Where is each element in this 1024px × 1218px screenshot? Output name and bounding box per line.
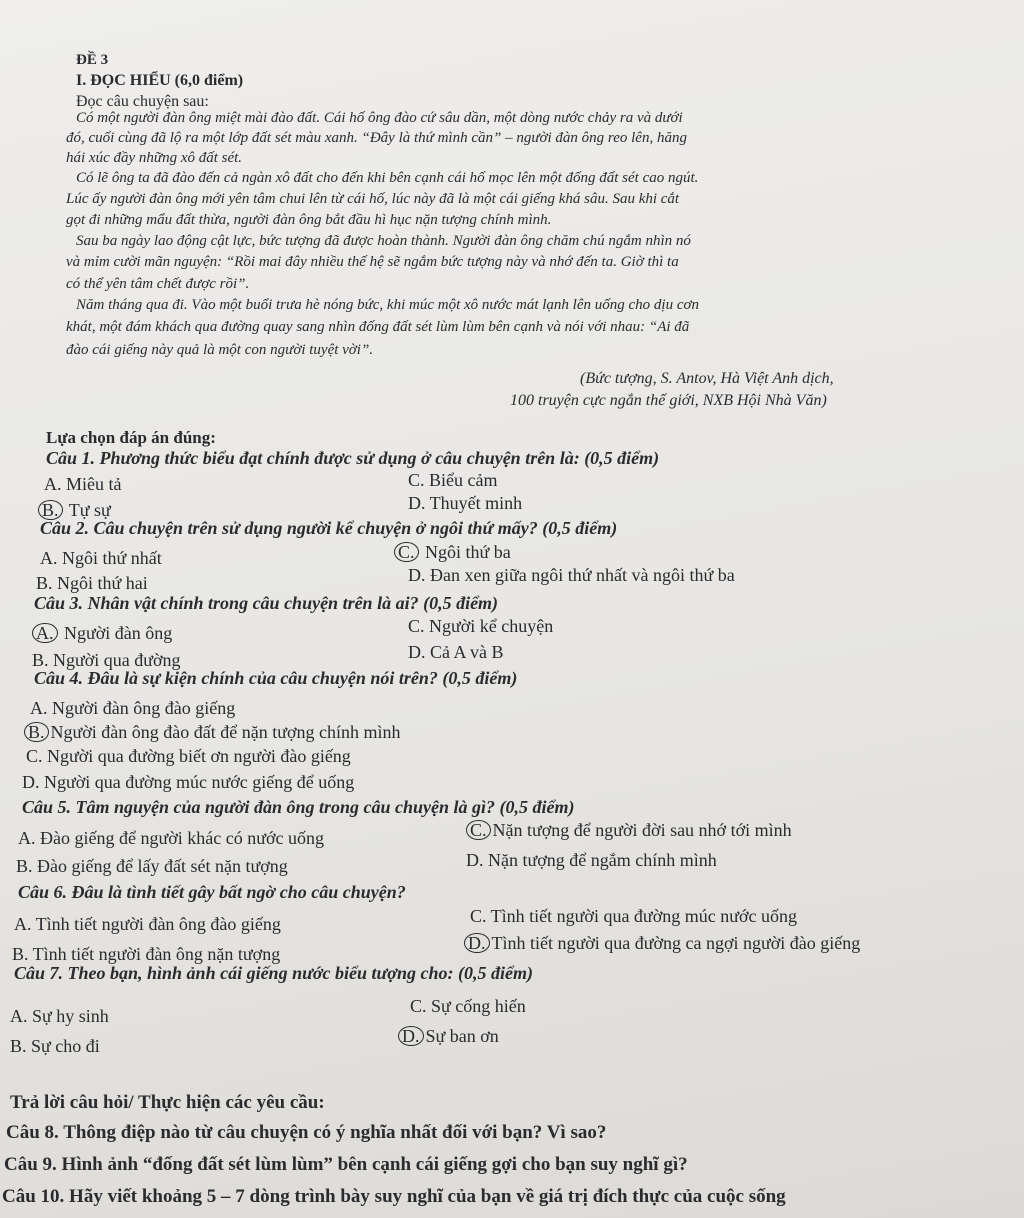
q4-option-d: D. Người qua đường múc nước giếng để uống — [22, 772, 355, 792]
selected-answer-circle: D. — [464, 933, 490, 953]
section-title: I. ĐỌC HIỂU (6,0 điểm) — [76, 72, 244, 89]
q4-option-c: C. Người qua đường biết ơn người đào giếng — [26, 746, 351, 766]
selected-answer-circle: B. — [24, 722, 49, 742]
story-line: đào cái giếng này quả là một con người tuyệt vời”. — [66, 342, 374, 358]
story-line: và mỉm cười mãn nguyện: “Rồi mai đây nhiều thế hệ sẽ ngắm bức tượng này và nhớ đến ta. Giờ thì ta — [66, 254, 679, 270]
q2-option-a: A. Ngôi thứ nhất — [40, 548, 162, 568]
question-1: Câu 1. Phương thức biểu đạt chính được sử dụng ở câu chuyện trên là: (0,5 điểm) — [46, 448, 660, 468]
question-3: Câu 3. Nhân vật chính trong câu chuyện trên là ai? (0,5 điểm) — [34, 593, 499, 613]
question-10: Câu 10. Hãy viết khoảng 5 – 7 dòng trình bày suy nghĩ của bạn về giá trị đích thực của cuộc sống — [2, 1186, 786, 1207]
exam-number: ĐỀ 3 — [76, 52, 109, 68]
q3-option-a — [32, 623, 172, 644]
story-line: Lúc ấy người đàn ông mới yên tâm chui lên từ cái hố, lúc này đã là một cái giếng khá sâu. Sau khi cắt — [66, 191, 680, 207]
q4-option-b-text: Người đàn ông đào đất để nặn tượng chính mình — [50, 722, 401, 742]
selected-answer-circle: B. — [38, 500, 63, 520]
q7-option-b: B. Sự cho đi — [10, 1036, 100, 1056]
open-heading: Trả lời câu hỏi/ Thực hiện các yêu cầu: — [10, 1092, 325, 1113]
q3-option-b: B. Người qua đường — [32, 650, 181, 670]
story-line: Có một người đàn ông miệt mài đào đất. Cái hố ông đào cứ sâu dần, một dòng nước chảy ra và dưới — [76, 110, 683, 126]
q5-option-a: A. Đào giếng để người khác có nước uống — [18, 828, 324, 848]
question-6: Câu 6. Đâu là tình tiết gây bất ngờ cho câu chuyện? — [18, 882, 406, 902]
q1-option-b-text: Tự sự — [68, 500, 111, 520]
q2-option-b: B. Ngôi thứ hai — [36, 573, 148, 593]
q6-option-d-text: Tình tiết người qua đường ca ngợi người đào giếng — [491, 933, 861, 953]
q5-option-b: B. Đào giếng để lấy đất sét nặn tượng — [16, 856, 288, 876]
q5-option-d: D. Nặn tượng để ngắm chính mình — [466, 850, 717, 870]
q6-option-a: A. Tình tiết người đàn ông đào giếng — [14, 914, 281, 934]
q6-option-c: C. Tình tiết người qua đường múc nước uống — [470, 906, 797, 926]
story-line: Có lẽ ông ta đã đào đến cả ngàn xô đất cho đến khi bên cạnh cái hố mọc lên một đống đất sét cao ngút. — [76, 170, 699, 186]
q7-option-d — [398, 1026, 499, 1047]
q3-option-d: D. Cả A và B — [408, 642, 504, 662]
story-line: Năm tháng qua đi. Vào một buổi trưa hè nóng bức, khi múc một xô nước mát lạnh lên uống cho dịu cơn — [76, 297, 699, 313]
selected-answer-circle: A. — [32, 623, 58, 643]
mc-heading: Lựa chọn đáp án đúng: — [46, 428, 216, 447]
q2-option-d: D. Đan xen giữa ngôi thứ nhất và ngôi thứ ba — [408, 565, 735, 585]
selected-answer-circle: D. — [398, 1026, 424, 1046]
q7-option-c: C. Sự cống hiến — [410, 996, 526, 1016]
intro-text: Đọc câu chuyện sau: — [76, 93, 209, 110]
story-line: khát, một đám khách qua đường quay sang nhìn đống đất sét lùm lùm bên cạnh và nói với nhau: “Ai đã — [66, 319, 690, 335]
q7-option-a: A. Sự hy sinh — [10, 1006, 109, 1026]
question-2: Câu 2. Câu chuyện trên sử dụng người kể chuyện ở ngôi thứ mấy? (0,5 điểm) — [40, 518, 618, 538]
q2-option-c-text: Ngôi thứ ba — [425, 542, 511, 562]
q3-option-c: C. Người kể chuyện — [408, 616, 554, 636]
story-line: đó, cuối cùng đã lộ ra một lớp đất sét màu xanh. “Đây là thứ mình cần” – người đàn ông reo lên, hăng — [66, 130, 687, 146]
q2-option-c — [394, 542, 511, 563]
source-line: 100 truyện cực ngắn thế giới, NXB Hội Nhà Văn) — [510, 392, 827, 409]
q4-option-a: A. Người đàn ông đào giếng — [30, 698, 236, 718]
q3-option-a-text: Người đàn ông — [64, 623, 173, 643]
q1-option-a: A. Miêu tả — [44, 474, 122, 494]
selected-answer-circle: C. — [394, 542, 419, 562]
q5-option-c-text: Nặn tượng để người đời sau nhớ tới mình — [492, 820, 792, 840]
question-5: Câu 5. Tâm nguyện của người đàn ông trong câu chuyện là gì? (0,5 điểm) — [22, 797, 575, 817]
story-line: hái xúc đầy những xô đất sét. — [66, 150, 243, 166]
q1-option-d: D. Thuyết minh — [408, 493, 523, 513]
q7-option-d-text: Sự ban ơn — [425, 1026, 499, 1046]
q1-option-c: C. Biểu cảm — [408, 470, 498, 490]
question-9: Câu 9. Hình ảnh “đống đất sét lùm lùm” bên cạnh cái giếng gợi cho bạn suy nghĩ gì? — [4, 1154, 688, 1175]
question-4: Câu 4. Đâu là sự kiện chính của câu chuyện nói trên? (0,5 điểm) — [34, 668, 518, 688]
q4-option-b — [24, 722, 401, 743]
story-line: Sau ba ngày lao động cật lực, bức tượng đã được hoàn thành. Người đàn ông chăm chú ngắm nhìn nó — [76, 233, 691, 249]
q5-option-c — [466, 820, 792, 841]
source-line: (Bức tượng, S. Antov, Hà Việt Anh dịch, — [580, 370, 834, 387]
question-8: Câu 8. Thông điệp nào từ câu chuyện có ý nghĩa nhất đối với bạn? Vì sao? — [6, 1122, 607, 1143]
q6-option-b: B. Tình tiết người đàn ông nặn tượng — [12, 944, 281, 964]
story-line: có thể yên tâm chết được rồi”. — [66, 276, 250, 292]
q6-option-d — [464, 933, 860, 954]
question-7: Câu 7. Theo bạn, hình ảnh cái giếng nước biểu tượng cho: (0,5 điểm) — [14, 963, 533, 983]
story-line: gọt đi những mẩu đất thừa, người đàn ông bắt đầu hì hục nặn tượng chính mình. — [66, 212, 552, 228]
selected-answer-circle: C. — [466, 820, 491, 840]
